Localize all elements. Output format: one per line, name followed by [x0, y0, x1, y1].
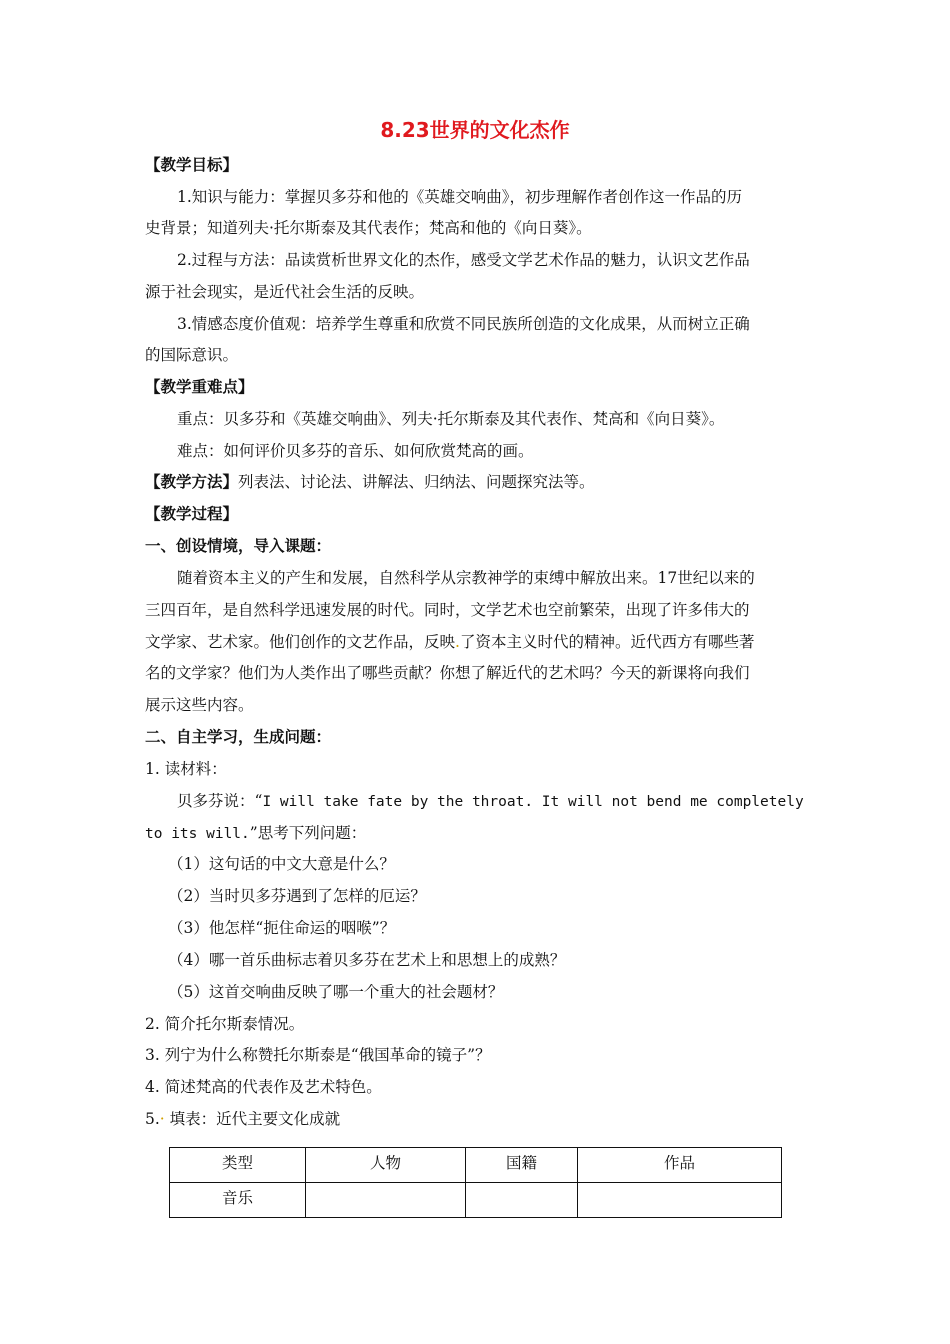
goal-1-line-1: 1.知识与能力：掌握贝多芬和他的《英雄交响曲》，初步理解作者创作这一作品的历 [177, 188, 743, 206]
item-5-text: 填表：近代主要文化成就 [164, 1110, 341, 1128]
quote-line-2 [145, 822, 815, 845]
cell-nationality[interactable] [466, 1183, 578, 1218]
methods-heading: 【教学方法】 [145, 473, 239, 491]
header-type: 类型 [170, 1148, 306, 1183]
header-nationality: 国籍 [466, 1148, 578, 1183]
part-1-line-4: 名的文学家？他们为人类作出了哪些贡献？你想了解近代的艺术吗？今天的新课将向我们 [145, 664, 750, 682]
item-2: 2. 简介托尔斯泰情况。 [145, 1015, 305, 1033]
part-1-line-1: 随着资本主义的产生和发展，自然科学从宗教神学的束缚中解放出来。17世纪以来的 [177, 569, 755, 587]
key-point: 重点：贝多芬和《英雄交响曲》、列夫·托尔斯泰及其代表作、梵高和《向日葵》。 [177, 410, 725, 428]
document-title: 8.23世界的文化杰作 [380, 118, 570, 142]
header-works: 作品 [578, 1148, 782, 1183]
goal-3-line-1: 3.情感态度价值观：培养学生尊重和欣赏不同民族所创造的文化成果，从而树立正确 [177, 315, 750, 333]
question-4: （4）哪一首乐曲标志着贝多芬在艺术上和思想上的成熟？ [168, 951, 566, 969]
goal-1-line-2: 史背景；知道列夫·托尔斯泰及其代表作；梵高和他的《向日葵》。 [145, 219, 592, 237]
quote-prefix: 贝多芬说：“ [177, 792, 263, 810]
cell-person[interactable] [306, 1183, 466, 1218]
part-1-line-3 [145, 631, 815, 653]
quote-suffix: ”思考下列问题： [249, 824, 367, 842]
methods-line [145, 471, 815, 493]
part-1-heading: 一、创设情境，导入课题： [145, 537, 332, 555]
part-1-line-3-a: 文学家、艺术家。他们创作的文艺作品，反映 [145, 633, 456, 651]
part-2-heading: 二、自主学习，生成问题： [145, 728, 332, 746]
item-3: 3. 列宁为什么称赞托尔斯泰是“俄国革命的镜子”？ [145, 1046, 491, 1064]
table-row [170, 1183, 782, 1218]
goals-heading: 【教学目标】 [145, 156, 239, 174]
stray-mark: . [455, 633, 460, 651]
quote-english-2: to its will. [145, 826, 250, 842]
cell-type: 音乐 [170, 1183, 306, 1218]
goal-2-line-1: 2.过程与方法：品读赏析世界文化的杰作，感受文学艺术作品的魅力，认识文艺作品 [177, 251, 750, 269]
cell-works[interactable] [578, 1183, 782, 1218]
item-4: 4. 简述梵高的代表作及艺术特色。 [145, 1078, 382, 1096]
goal-3-line-2: 的国际意识。 [145, 346, 239, 364]
methods-text: 列表法、讨论法、讲解法、归纳法、问题探究法等。 [238, 473, 595, 491]
achievements-table [169, 1147, 782, 1218]
quote-line-1 [177, 790, 847, 813]
part-1-line-3-b: 了资本主义时代的精神。近代西方有哪些著 [459, 633, 755, 651]
goal-2-line-2: 源于社会现实，是近代社会生活的反映。 [145, 283, 425, 301]
item-5-number: 5. [145, 1110, 160, 1128]
item-5 [145, 1108, 815, 1130]
header-person: 人物 [306, 1148, 466, 1183]
difficult-point: 难点：如何评价贝多芬的音乐、如何欣赏梵高的画。 [177, 442, 534, 460]
part-1-line-2: 三四百年，是自然科学迅速发展的时代。同时，文学艺术也空前繁荣，出现了许多伟大的 [145, 601, 750, 619]
question-5: （5）这首交响曲反映了哪一个重大的社会题材？ [168, 983, 504, 1001]
quote-english-1: I will take fate by the throat. It will not bend me completely [262, 794, 804, 810]
question-3: （3）他怎样“扼住命运的咽喉”？ [168, 919, 396, 937]
item-1: 1. 读材料： [145, 760, 227, 778]
part-1-line-5: 展示这些内容。 [145, 696, 254, 714]
question-1: （1）这句话的中文大意是什么？ [168, 855, 395, 873]
process-heading: 【教学过程】 [145, 505, 239, 523]
table-header-row [170, 1148, 782, 1183]
question-2: （2）当时贝多芬遇到了怎样的厄运？ [168, 887, 426, 905]
keypoints-heading: 【教学重难点】 [145, 378, 254, 396]
stray-mark-2: · [159, 1110, 165, 1128]
